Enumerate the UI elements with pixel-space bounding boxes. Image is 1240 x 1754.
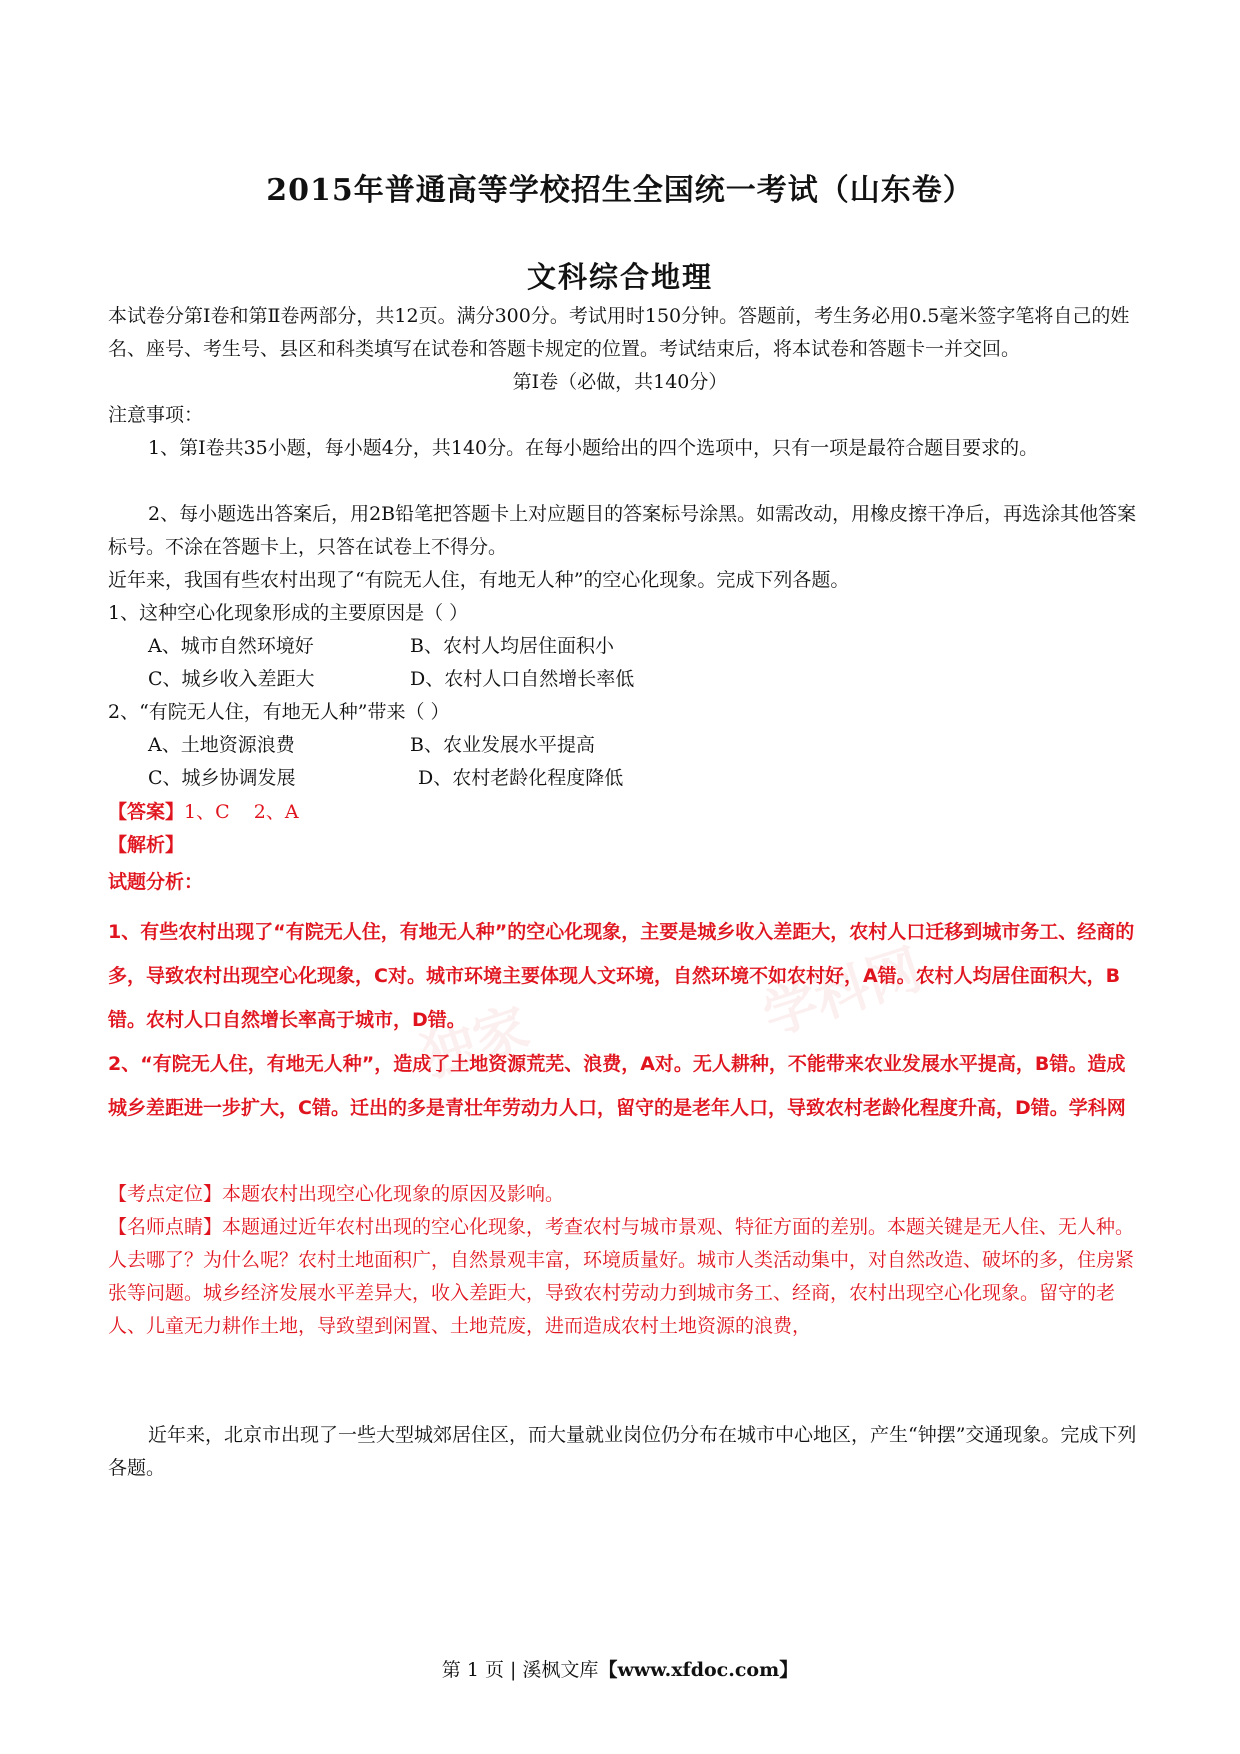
document-title: 2015年普通高等学校招生全国统一考试（山东卷） xyxy=(266,173,974,208)
question-2-option-c: C、城乡协调发展 xyxy=(148,767,296,789)
analysis-item-1: 1、有些农村出现了“有院无人住，有地无人种”的空心化现象，主要是城乡收入差距大，农村人口迁移到城市务工、经商的多，导致农村出现空心化现象，C对。城市环境主要体现人文环境，自然环境不如农村好，A错。农村人均居住面积大，B错。农村人口自然增长率高于城市，D错。 xyxy=(108,921,1135,1031)
kaodian-text: 本题农村出现空心化现象的原因及影响。 xyxy=(222,1183,565,1205)
analysis-item-2: 2、“有院无人住，有地无人种”，造成了土地资源荒芜、浪费，A对。无人耕种，不能带来农业发展水平提高，B错。造成城乡差距进一步扩大，C错。迁出的多是青壮年劳动力人口，留守的是老年人口，导致农村老龄化程度升高，D错。学科网 xyxy=(108,1053,1126,1119)
notes-item-1: 1、第Ⅰ卷共35小题，每小题4分，共140分。在每小题给出的四个选项中，只有一项是最符合题目要求的。 xyxy=(148,437,1039,459)
passage-2: 近年来，北京市出现了一些大型城郊居住区，而大量就业岗位仍分布在城市中心地区，产生“钟摆”交通现象。完成下列各题。 xyxy=(108,1424,1137,1479)
analysis-label: 【解析】 xyxy=(108,834,185,856)
question-1-stem: 1、这种空心化现象形成的主要原因是（ ） xyxy=(108,602,469,624)
question-2-option-b: B、农业发展水平提高 xyxy=(410,734,595,756)
question-2-stem: 2、“有院无人住，有地无人种”带来（ ） xyxy=(108,701,450,723)
footer-site: 【www.xfdoc.com】 xyxy=(598,1659,799,1681)
kaodian-label: 【考点定位】 xyxy=(108,1183,223,1205)
question-1-option-c: C、城乡收入差距大 xyxy=(148,668,315,690)
analysis-sub-label: 试题分析： xyxy=(108,871,204,893)
question-1-option-a: A、城市自然环境好 xyxy=(148,635,314,657)
question-1-option-b: B、农村人均居住面积小 xyxy=(410,635,614,657)
notes-item-2: 2、每小题选出答案后，用2B铅笔把答题卡上对应题目的答案标号涂黑。如需改动，用橡皮擦干净后，再选涂其他答案标号。不涂在答题卡上，只答在试卷上不得分。 xyxy=(108,503,1137,558)
document-subtitle: 文科综合地理 xyxy=(526,260,713,294)
question-2-option-a: A、土地资源浪费 xyxy=(148,734,295,756)
question-2-option-d: D、农村老龄化程度降低 xyxy=(418,767,624,789)
section-heading: 第Ⅰ卷（必做，共140分） xyxy=(512,371,728,393)
answer-value: 1、C 2、A xyxy=(184,801,299,823)
footer-page: 第 1 页 | 溪枫文库 xyxy=(441,1659,599,1681)
answer-line xyxy=(108,796,1138,829)
mingshi-paragraph xyxy=(108,1211,1138,1343)
answer-label: 【答案】 xyxy=(108,801,185,823)
watermark: 学科网 xyxy=(755,937,930,1048)
page-footer xyxy=(0,1655,1240,1682)
passage-1: 近年来，我国有些农村出现了“有院无人住，有地无人种”的空心化现象。完成下列各题。 xyxy=(108,569,850,591)
intro-paragraph: 本试卷分第Ⅰ卷和第Ⅱ卷两部分，共12页。满分300分。考试用时150分钟。答题前，考生务必用0.5毫米签字笔将自己的姓名、座号、考生号、县区和科类填写在试卷和答题卡规定的位置。考试结束后，将本试卷和答题卡一并交回。 xyxy=(108,305,1130,360)
kaodian-line xyxy=(108,1178,1138,1211)
question-1-option-d: D、农村人口自然增长率低 xyxy=(410,668,635,690)
mingshi-text: 本题通过近年农村出现的空心化现象，考查农村与城市景观、特征方面的差别。本题关键是无人住、无人种。人去哪了？为什么呢？农村土地面积广，自然景观丰富，环境质量好。城市人类活动集中，对自然改造、破坏的多，住房紧张等问题。城乡经济发展水平差异大，收入差距大，导致农村劳动力到城市务工、经商，农村出现空心化现象。留守的老人、儿童无力耕作土地，导致望到闲置、土地荒废，进而造成农村土地资源的浪费， xyxy=(108,1216,1135,1337)
mingshi-label: 【名师点睛】 xyxy=(108,1216,223,1238)
notes-heading: 注意事项： xyxy=(108,404,204,426)
watermark: 独家 xyxy=(414,995,537,1089)
